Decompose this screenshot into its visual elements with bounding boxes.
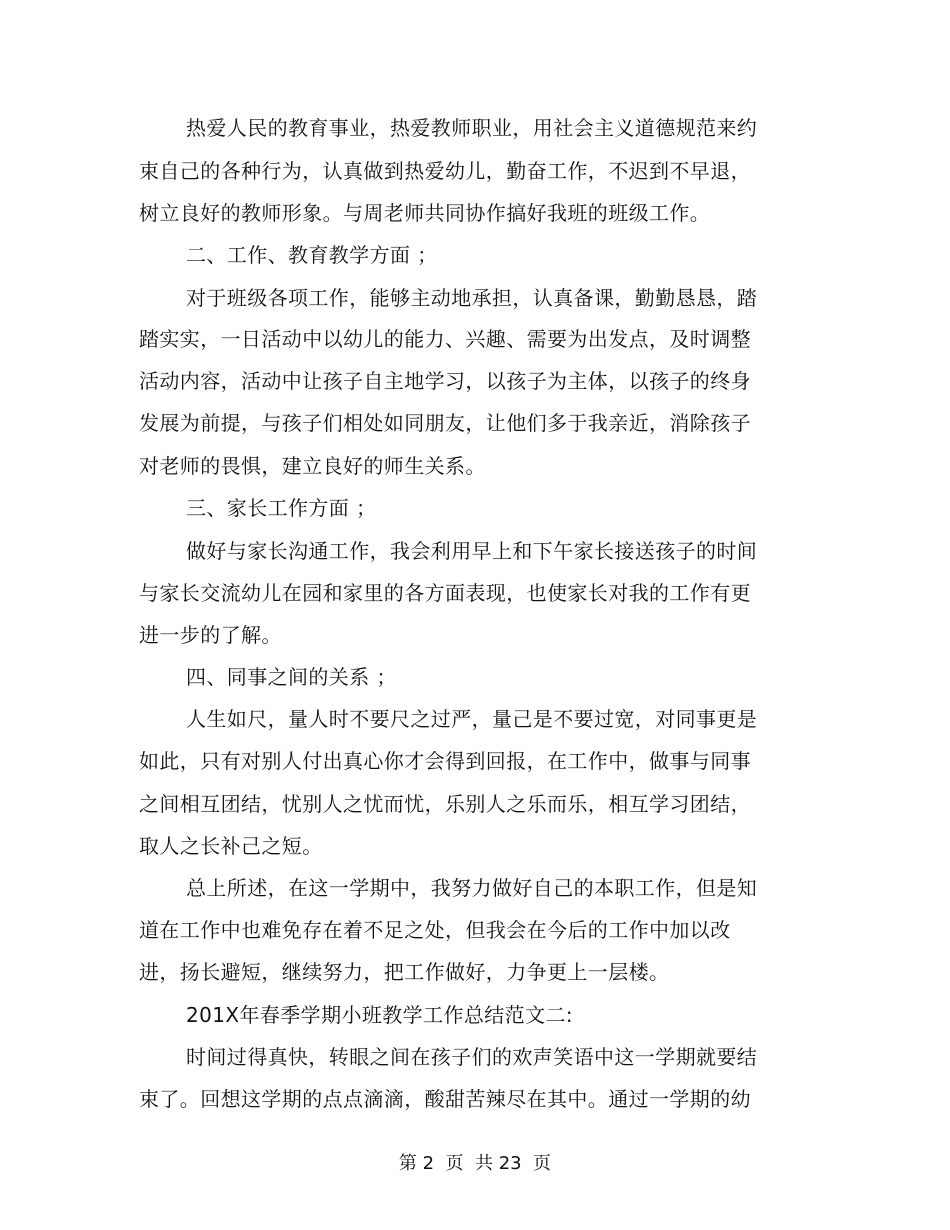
- paragraph-line: 对老师的畏惧，建立良好的师生关系。: [139, 454, 486, 478]
- paragraph-line: 踏实实，一日活动中以幼儿的能力、兴趣、需要为出发点，及时调整: [139, 327, 751, 351]
- paragraph-line: 与家长交流幼儿在园和家里的各方面表现，也使家长对我的工作有更: [139, 581, 751, 605]
- paragraph-line: 活动内容，活动中让孩子自主地学习，以孩子为主体，以孩子的终身: [139, 369, 751, 393]
- paragraph-line: 束了。回想这学期的点点滴滴，酸甜苦辣尽在其中。通过一学期的幼: [139, 1087, 751, 1111]
- page-number-footer: 第 2 页 共 23 页: [398, 1153, 552, 1174]
- paragraph-line: 进，扬长避短，继续努力，把工作做好，力争更上一层楼。: [139, 960, 670, 984]
- paragraph-line: 人生如尺，量人时不要尺之过严，量己是不要过宽，对同事更是: [186, 707, 758, 731]
- paragraph-line: 道在工作中也难免存在着不足之处，但我会在今后的工作中加以改: [139, 918, 731, 942]
- paragraph-line: 树立良好的教师形象。与周老师共同协作搞好我班的班级工作。: [139, 201, 711, 225]
- paragraph-line: 做好与家长沟通工作，我会利用早上和下午家长接送孩子的时间: [186, 539, 758, 563]
- section-heading: 二、工作、教育教学方面 ；: [186, 243, 438, 267]
- paragraph-line: 热爱人民的教育事业，热爱教师职业，用社会主义道德规范来约: [186, 116, 758, 140]
- paragraph-line: 之间相互团结，忧别人之忧而忧，乐别人之乐而乐，相互学习团结，: [139, 792, 751, 816]
- paragraph-line: 总上所述，在这一学期中，我努力做好自己的本职工作，但是知: [186, 876, 758, 900]
- section-heading: 201X年春季学期小班教学工作总结范文二:: [186, 1003, 574, 1027]
- paragraph-line: 如此，只有对别人付出真心你才会得到回报，在工作中，做事与同事: [139, 749, 751, 773]
- paragraph-line: 进一步的了解。: [139, 623, 282, 647]
- paragraph-line: 束自己的各种行为，认真做到热爱幼儿，勤奋工作，不迟到不早退，: [139, 159, 751, 183]
- paragraph-line: 取人之长补己之短。: [139, 834, 323, 858]
- paragraph-line: 对于班级各项工作，能够主动地承担，认真备课，勤勤恳恳，踏: [186, 286, 758, 310]
- paragraph-line: 时间过得真快，转眼之间在孩子们的欢声笑语中这一学期就要结: [186, 1045, 758, 1069]
- paragraph-line: 发展为前提，与孩子们相处如同朋友，让他们多于我亲近，消除孩子: [139, 411, 751, 435]
- section-heading: 三、家长工作方面 ；: [186, 496, 377, 520]
- section-heading: 四、同事之间的关系 ；: [186, 665, 397, 689]
